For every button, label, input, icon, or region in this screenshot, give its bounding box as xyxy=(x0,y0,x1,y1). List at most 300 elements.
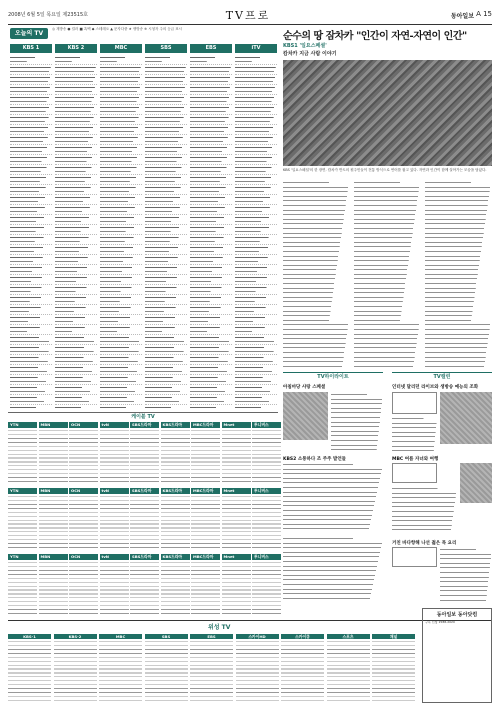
listing-line xyxy=(100,315,142,325)
cable-channel-name: 투니버스 xyxy=(252,488,281,494)
listing-line xyxy=(190,275,232,285)
highlight-sub-right: 인터넷 달리던 라이브와 생방송 예능의 조화 xyxy=(392,385,479,390)
listing-line xyxy=(10,215,52,225)
listing-line xyxy=(190,195,232,205)
cable-channel-block xyxy=(8,554,37,618)
highlight-text-left xyxy=(331,392,383,452)
listing-line xyxy=(145,185,187,195)
listing-line xyxy=(10,245,52,255)
listing-line xyxy=(145,335,187,345)
cable-channel-name: KBS드라마 xyxy=(161,488,190,494)
cable-channel-name: 투니버스 xyxy=(252,554,281,560)
text-line xyxy=(392,527,457,532)
cable-channel-block xyxy=(69,554,98,618)
listing-line xyxy=(55,225,97,235)
listing-line xyxy=(145,205,187,215)
listing-line xyxy=(10,55,52,65)
listing-line xyxy=(55,355,97,365)
cable-listing xyxy=(252,494,281,550)
ad-text: 구독 신청 1588-2020 xyxy=(425,620,455,624)
cable-channel-name: MBN xyxy=(39,422,68,428)
listing-line xyxy=(190,55,232,65)
cable-listing xyxy=(252,428,281,484)
cable-channel-block xyxy=(191,422,220,486)
program-info-box-3 xyxy=(392,547,437,567)
listing-line xyxy=(10,265,52,275)
listing-line xyxy=(10,285,52,295)
cable-channel-block xyxy=(252,422,281,486)
cable-listing xyxy=(252,560,281,616)
cable-channel-name: tvN xyxy=(100,488,129,494)
cable-channel-block xyxy=(161,488,190,552)
satellite-channel-name: SBS xyxy=(145,634,188,639)
listing-line xyxy=(235,285,277,295)
listing-line xyxy=(190,75,232,85)
satellite-channel-column xyxy=(145,634,188,704)
listing-line xyxy=(145,55,187,65)
text-line xyxy=(283,526,383,531)
cable-listing xyxy=(161,428,190,484)
cable-channel-block xyxy=(161,422,190,486)
listing-line xyxy=(55,365,97,375)
listing-line xyxy=(145,365,187,375)
listing-line xyxy=(100,195,142,205)
cable-channel-block xyxy=(222,422,251,486)
cable-channel-block xyxy=(252,488,281,552)
listing-line xyxy=(100,165,142,175)
cable-channel-name: Mnet xyxy=(222,422,251,428)
satellite-tv-banner xyxy=(8,620,492,631)
cable-channel-block xyxy=(130,422,159,486)
issue-date: 2008년 6월 5일 목요일 제23515호 xyxy=(8,12,88,18)
listing-line xyxy=(55,305,97,315)
listing-line xyxy=(100,405,142,410)
listing-line xyxy=(100,185,142,195)
listing-line xyxy=(100,205,142,215)
listing-line xyxy=(190,315,232,325)
text-line xyxy=(283,364,349,369)
listing-line xyxy=(145,115,187,125)
cable-channel-name: MBC드라마 xyxy=(191,488,220,494)
listing-line xyxy=(10,195,52,205)
article-text-3 xyxy=(425,180,491,370)
listing-line xyxy=(145,295,187,305)
listing-line xyxy=(235,115,277,125)
listing-line xyxy=(145,375,187,385)
cable-channel-block xyxy=(69,422,98,486)
listing-line xyxy=(145,65,187,75)
listing-line xyxy=(55,165,97,175)
listing-line xyxy=(145,165,187,175)
listing-line xyxy=(235,355,277,365)
satellite-listing xyxy=(236,639,279,703)
listing-line xyxy=(145,85,187,95)
section-2-text xyxy=(392,486,457,536)
listing-line xyxy=(235,175,277,185)
listing-line xyxy=(100,225,142,235)
listing-line xyxy=(145,145,187,155)
cable-channel-name: tvN xyxy=(100,554,129,560)
listing-line xyxy=(55,215,97,225)
satellite-channel-name: 스카이큐 xyxy=(281,634,324,639)
listing-line xyxy=(10,225,52,235)
listing-line xyxy=(235,205,277,215)
cable-listing xyxy=(222,560,251,616)
listing-line xyxy=(235,275,277,285)
listing-line xyxy=(190,115,232,125)
listing-line xyxy=(100,325,142,335)
listing-line xyxy=(235,75,277,85)
cable-channel-block xyxy=(100,554,129,618)
listing-line xyxy=(100,385,142,395)
cable-channel-name: OCN xyxy=(69,554,98,560)
cable-channel-block xyxy=(222,488,251,552)
listing-line xyxy=(235,145,277,155)
listing-line xyxy=(100,295,142,305)
listing-line xyxy=(10,85,52,95)
listing-line xyxy=(145,345,187,355)
satellite-tv-title: 위성 TV xyxy=(208,624,231,631)
schedule-column-itv xyxy=(235,55,277,410)
listing-line xyxy=(190,95,232,105)
satellite-channel-name: 스포츠 xyxy=(327,634,370,639)
ad-title: 동아일보 동아닷컴 xyxy=(436,612,478,618)
cable-channel-block xyxy=(252,554,281,618)
cable-listing xyxy=(161,494,190,550)
cable-listing xyxy=(222,494,251,550)
cable-listing xyxy=(191,428,220,484)
article-text-1 xyxy=(283,180,349,370)
cable-channel-name: SBS드라마 xyxy=(130,422,159,428)
listing-line xyxy=(55,255,97,265)
listing-line xyxy=(10,185,52,195)
listing-line xyxy=(10,165,52,175)
cable-channel-block xyxy=(222,554,251,618)
listing-line xyxy=(55,115,97,125)
cable-tv-banner: 케이블 TV xyxy=(8,412,278,421)
text-line xyxy=(392,448,437,453)
section-2-photo xyxy=(460,463,492,503)
listing-line xyxy=(55,385,97,395)
listing-line xyxy=(235,195,277,205)
listing-line xyxy=(190,265,232,275)
listing-line xyxy=(235,375,277,385)
cable-channel-block xyxy=(100,488,129,552)
listing-line xyxy=(145,275,187,285)
cable-channel-name: MBN xyxy=(39,488,68,494)
listing-line xyxy=(10,315,52,325)
listing-line xyxy=(10,275,52,285)
satellite-channel-column xyxy=(372,634,415,704)
cable-channel-name: MBN xyxy=(39,554,68,560)
listing-line xyxy=(55,205,97,215)
section-title: TV프로 xyxy=(225,9,271,22)
listing-line xyxy=(100,125,142,135)
schedule-column-sbs xyxy=(145,55,187,410)
listing-line xyxy=(100,265,142,275)
paper-name: 동아일보 xyxy=(450,13,474,20)
listing-line xyxy=(190,385,232,395)
listing-line xyxy=(10,155,52,165)
listing-line xyxy=(10,405,52,410)
satellite-channel-name: EBS xyxy=(190,634,233,639)
listing-line xyxy=(55,175,97,185)
satellite-channel-column xyxy=(99,634,142,704)
listing-line xyxy=(10,205,52,215)
listing-line xyxy=(55,335,97,345)
listing-line xyxy=(190,175,232,185)
listing-line xyxy=(235,345,277,355)
listing-line xyxy=(55,95,97,105)
listing-line xyxy=(55,65,97,75)
listing-line xyxy=(55,375,97,385)
cable-channel-name: OCN xyxy=(69,422,98,428)
symbol-legend: ◎ 재방송 ● 컬러 ■ 흑백 ◆ 스테레오 ▲ 문자다중 ★ 생방송 ※ 시청자 주의 등급 표시 xyxy=(52,27,182,31)
satellite-listing xyxy=(327,639,370,703)
cable-listing xyxy=(191,494,220,550)
listing-line xyxy=(55,405,97,410)
page-number: A 15 xyxy=(476,10,492,18)
listing-line xyxy=(190,335,232,345)
cable-channel-name: KBS드라마 xyxy=(161,422,190,428)
listing-line xyxy=(10,305,52,315)
cable-channel-block xyxy=(191,554,220,618)
photo-caption: KBS '일요스페셜'의 한 장면. 캄차카 반도의 원주민들이 전통 방식으로 연어를 잡고 있다. 자연과 인간이 함께 살아가는 모습을 담았다. xyxy=(283,168,487,172)
listing-line xyxy=(235,215,277,225)
satellite-channel-column xyxy=(236,634,279,704)
listing-line xyxy=(55,105,97,115)
listing-line xyxy=(55,145,97,155)
listing-line xyxy=(145,195,187,205)
listing-line xyxy=(190,225,232,235)
listing-line xyxy=(235,135,277,145)
cable-channel-block xyxy=(39,422,68,486)
article-text-2 xyxy=(354,180,420,370)
listing-line xyxy=(100,355,142,365)
cable-listing xyxy=(100,494,129,550)
schedule-column-mbc xyxy=(100,55,142,410)
listing-line xyxy=(55,325,97,335)
feature-headline: 순수의 땅 잠차카 "인간이 자연-자연이 인간" xyxy=(283,31,467,42)
listing-line xyxy=(235,385,277,395)
listing-line xyxy=(235,235,277,245)
listing-line xyxy=(10,95,52,105)
cable-channel-name: YTN xyxy=(8,488,37,494)
listing-line xyxy=(190,355,232,365)
listing-line xyxy=(55,155,97,165)
feature-kicker: KBS1 '일요스페셜' xyxy=(283,43,327,49)
listing-line xyxy=(235,185,277,195)
satellite-channel-name: KBS-1 xyxy=(8,634,51,639)
section-1-title: KBS2 소통하다 조 주주 발언들 xyxy=(283,457,347,462)
listing-line xyxy=(190,105,232,115)
cable-listing xyxy=(161,560,190,616)
listing-line xyxy=(10,355,52,365)
listing-line xyxy=(145,305,187,315)
channel-header-kbs2: KBS 2 xyxy=(55,44,97,53)
listing-line xyxy=(235,305,277,315)
listing-line xyxy=(235,165,277,175)
listing-line xyxy=(145,245,187,255)
cable-channel-block xyxy=(100,422,129,486)
listing-line xyxy=(190,235,232,245)
listing-line xyxy=(190,165,232,175)
listing-line xyxy=(100,275,142,285)
cable-channel-name: OCN xyxy=(69,488,98,494)
listing-line xyxy=(190,125,232,135)
satellite-channel-name: KBS-2 xyxy=(54,634,97,639)
satellite-channel-name: 스카이HD xyxy=(236,634,279,639)
satellite-listing xyxy=(372,639,415,703)
listing-line xyxy=(55,195,97,205)
cable-channel-name: SBS드라마 xyxy=(130,554,159,560)
listing-line xyxy=(55,245,97,255)
listing-line xyxy=(55,265,97,275)
listing-line xyxy=(145,235,187,245)
listing-line xyxy=(145,75,187,85)
listing-line xyxy=(235,365,277,375)
listing-line xyxy=(235,105,277,115)
listing-line xyxy=(100,215,142,225)
listing-line xyxy=(190,145,232,155)
highlight-photo-right xyxy=(440,392,492,444)
highlight-sub-left: 아침마당 사랑 스페셜 xyxy=(283,385,326,390)
listing-line xyxy=(100,135,142,145)
tv-highlight-title: TV하이라이트 xyxy=(283,372,383,381)
listing-line xyxy=(55,85,97,95)
listing-line xyxy=(100,65,142,75)
listing-line xyxy=(100,55,142,65)
listing-line xyxy=(190,155,232,165)
listing-line xyxy=(55,55,97,65)
text-line xyxy=(425,364,491,369)
cable-listing xyxy=(130,428,159,484)
cable-listing xyxy=(39,560,68,616)
satellite-listing xyxy=(190,639,233,703)
satellite-channel-name: MBC xyxy=(99,634,142,639)
listing-line xyxy=(55,235,97,245)
listing-line xyxy=(100,255,142,265)
listing-line xyxy=(55,345,97,355)
listing-line xyxy=(190,295,232,305)
listing-line xyxy=(190,365,232,375)
listing-line xyxy=(10,365,52,375)
listing-line xyxy=(100,335,142,345)
listing-line xyxy=(100,95,142,105)
listing-line xyxy=(55,75,97,85)
satellite-listing xyxy=(145,639,188,703)
listing-line xyxy=(55,285,97,295)
cable-channel-block xyxy=(130,488,159,552)
listing-line xyxy=(100,75,142,85)
listing-line xyxy=(10,145,52,155)
satellite-channel-column xyxy=(281,634,324,704)
cable-channel-block xyxy=(39,488,68,552)
listing-line xyxy=(190,65,232,75)
cable-channel-block xyxy=(69,488,98,552)
section-4-text xyxy=(283,536,383,604)
cable-channel-name: KBS드라마 xyxy=(161,554,190,560)
channel-header-sbs: SBS xyxy=(145,44,187,53)
cable-listing xyxy=(8,560,37,616)
listing-line xyxy=(10,65,52,75)
section-3-text xyxy=(440,547,492,602)
listing-line xyxy=(145,175,187,185)
listing-line xyxy=(190,325,232,335)
listing-line xyxy=(235,265,277,275)
cable-listing xyxy=(39,428,68,484)
listing-line xyxy=(10,385,52,395)
program-info-box-2 xyxy=(392,463,437,483)
cable-listing xyxy=(191,560,220,616)
satellite-listing xyxy=(54,639,97,703)
listing-line xyxy=(55,135,97,145)
cable-listing xyxy=(8,428,37,484)
listing-line xyxy=(55,185,97,195)
listing-line xyxy=(10,105,52,115)
listing-line xyxy=(100,175,142,185)
listing-line xyxy=(235,335,277,345)
listing-line xyxy=(235,85,277,95)
listing-line xyxy=(10,345,52,355)
cable-channel-block xyxy=(191,488,220,552)
listing-line xyxy=(10,375,52,385)
listing-line xyxy=(145,325,187,335)
listing-line xyxy=(145,385,187,395)
satellite-channel-column xyxy=(8,634,51,704)
cable-channel-name: SBS드라마 xyxy=(130,488,159,494)
cable-channel-name: 투니버스 xyxy=(252,422,281,428)
listing-line xyxy=(10,115,52,125)
listing-line xyxy=(190,285,232,295)
listing-line xyxy=(190,135,232,145)
listing-line xyxy=(145,285,187,295)
listing-line xyxy=(145,125,187,135)
listing-line xyxy=(10,235,52,245)
listing-line xyxy=(10,255,52,265)
channel-header-ebs: EBS xyxy=(190,44,232,53)
text-line xyxy=(354,364,420,369)
satellite-listing xyxy=(281,639,324,703)
listing-line xyxy=(145,95,187,105)
listing-line xyxy=(10,175,52,185)
text-line xyxy=(283,596,383,601)
cable-channel-name: YTN xyxy=(8,422,37,428)
listing-line xyxy=(235,155,277,165)
cable-listing xyxy=(130,494,159,550)
channel-header-kbs1: KBS 1 xyxy=(10,44,52,53)
text-line xyxy=(331,447,383,452)
listing-line xyxy=(190,375,232,385)
cable-channel-name: MBC드라마 xyxy=(191,554,220,560)
cable-listing xyxy=(222,428,251,484)
listing-line xyxy=(235,55,277,65)
cable-channel-block xyxy=(39,554,68,618)
listing-line xyxy=(145,265,187,275)
listing-line xyxy=(55,395,97,405)
section-3-title: 거친 바다항해 나선 젊은 목 요리 xyxy=(392,541,457,546)
listing-line xyxy=(145,135,187,145)
cable-listing xyxy=(8,494,37,550)
listing-line xyxy=(100,305,142,315)
listing-line xyxy=(235,325,277,335)
listing-line xyxy=(235,405,277,410)
satellite-channel-name: 채널 xyxy=(372,634,415,639)
listing-line xyxy=(55,315,97,325)
listing-line xyxy=(145,155,187,165)
channel-header-itv: iTV xyxy=(235,44,277,53)
listing-line xyxy=(235,225,277,235)
